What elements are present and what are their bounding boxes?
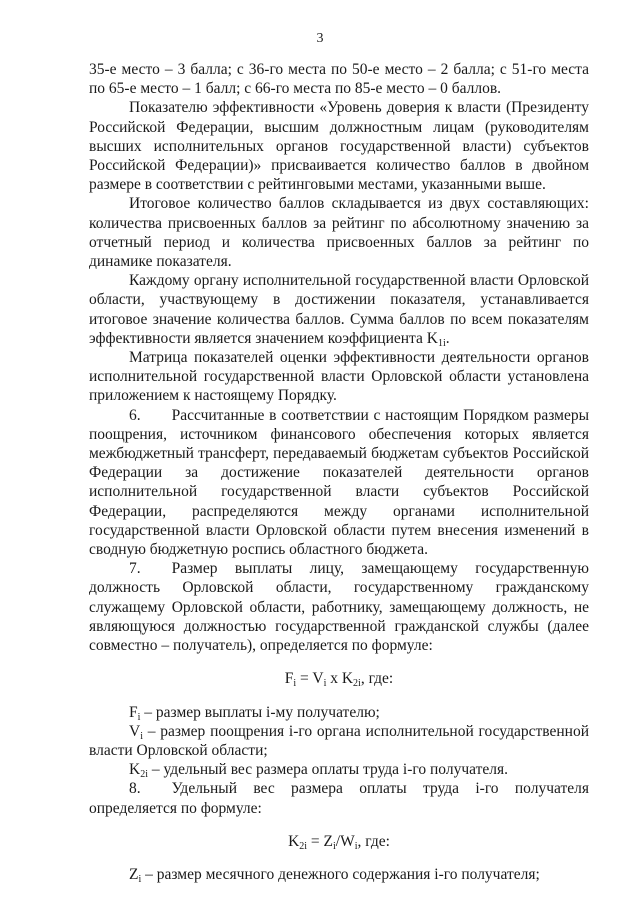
formula-symbol: K: [288, 832, 300, 850]
subscript: i: [354, 840, 358, 852]
subscript: i: [293, 678, 297, 690]
paragraph-coefficient-k1: [89, 271, 589, 348]
subscript: 1i: [437, 337, 446, 349]
formula-tail: , где:: [357, 832, 390, 850]
paragraph-item-6: 6. Рассчитанные в соответствии с настоящим Порядком размеры поощрения, источником финансового обеспечения которых является межбюджетный трансферт, передаваемый бюджетам субъектов Российской Федерации за достижение показателей деятельности органов исполнительной государственной власти субъектов Российской Федерации, распределяются между органами исполнительной государственной власти Орловской области путем внесения изменений в сводную бюджетную роспись областного бюджета.: [89, 406, 589, 559]
formula-symbol: /W: [335, 832, 355, 850]
subscript: 2i: [353, 678, 361, 690]
paragraph-trust-indicator: Показателю эффективности «Уровень доверия к власти (Президенту Российской Федерации, высшим должностным лицам (руководителям высших исполнительных органов государственной власти) субъектов Российской Федерации)» присваивается количество баллов в двойном размере в соответствии с рейтинговыми местами, указанными выше.: [89, 99, 589, 194]
paragraph-text: Каждому органу исполнительной государственной власти Орловской области, участвующему в достижении показателя, устанавливается итоговое значение количества баллов. Сумма баллов по всем показателям эффективности является значением коэффициента K: [89, 272, 589, 347]
paragraph-end: .: [445, 329, 450, 347]
definition-text: – удельный вес размера оплаты труда i-го получателя.: [147, 761, 508, 779]
definition-f: [89, 703, 589, 722]
definition-symbol: Z: [129, 865, 139, 883]
subscript: i: [333, 840, 336, 852]
subscript: i: [138, 873, 142, 885]
paragraph-ranking-points: 35-е место – 3 балла; с 36-го места по 50-е место – 2 балла; с 51-го места по 65-е место – 1 балл; с 66-го места по 85-е место – 0 баллов.: [89, 61, 589, 98]
definition-text: – размер поощрения i-го органа исполнительной государственной власти Орловской области;: [89, 722, 589, 759]
definition-z: [89, 865, 589, 884]
formula-symbol: = V: [296, 670, 324, 688]
formula-weight: [89, 832, 589, 851]
paragraph-item-7: 7. Размер выплаты лицу, замещающему государственную должность Орловской области, государственному гражданскому служащему Орловской области, работнику, замещающему должность, не являющуюся должностью государственной гражданской службы (далее совместно – получатель), определяется по формуле:: [89, 560, 589, 655]
definition-symbol: F: [129, 703, 138, 721]
subscript: 2i: [299, 840, 308, 852]
page-number: 3: [316, 31, 324, 46]
formula-payment: [89, 669, 589, 688]
subscript: i: [323, 678, 327, 690]
definition-text: – размер выплаты i-му получателю;: [140, 703, 380, 721]
formula-tail: , где:: [360, 670, 394, 688]
paragraph-matrix: Матрица показателей оценки эффективности деятельности органов исполнительной государственной власти Орловской области установлена приложением к настоящему Порядку.: [89, 349, 589, 405]
definition-v: [89, 722, 589, 760]
subscript: i: [140, 730, 143, 742]
paragraph-total-points: Итоговое количество баллов складывается из двух составляющих: количества присвоенных баллов за рейтинг по абсолютному значению за отчетный период и количества присвоенных баллов за рейтинг по динамике показателя.: [89, 195, 589, 271]
subscript: 2i: [140, 769, 148, 781]
paragraph-item-8: 8. Удельный вес размера оплаты труда i-го получателя определяется по формуле:: [89, 780, 589, 817]
definition-symbol: V: [129, 722, 141, 740]
subscript: i: [137, 711, 141, 723]
definition-k2: [89, 760, 589, 779]
formula-symbol: = Z: [307, 832, 334, 850]
definition-symbol: K: [129, 761, 141, 779]
formula-symbol: F: [284, 670, 294, 688]
formula-symbol: x K: [326, 670, 354, 688]
document-body: [89, 60, 589, 884]
definition-text: – размер месячного денежного содержания i-го получателя;: [141, 865, 540, 883]
